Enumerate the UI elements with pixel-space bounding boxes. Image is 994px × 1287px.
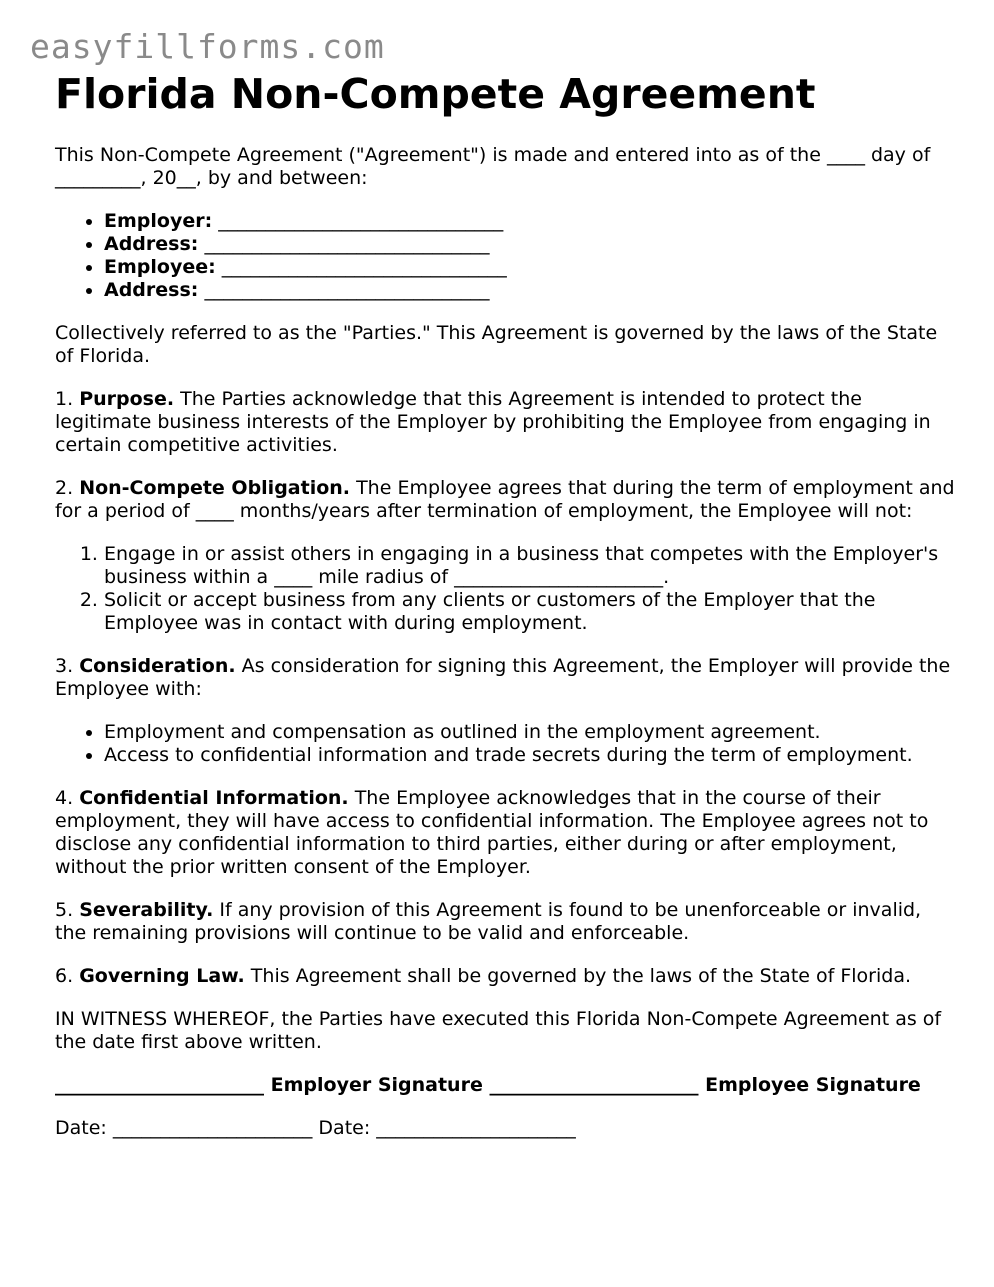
- section-text: The Parties acknowledge that this Agreement is intended to protect the legitimate business interests of the Employer by prohibiting the Employee from engaging in certain competitive activities.: [55, 388, 931, 456]
- date-label: Date:: [55, 1117, 107, 1139]
- section-number: 1.: [55, 388, 74, 410]
- document-title: Florida Non-Compete Agreement: [55, 70, 816, 118]
- watermark: easyfillforms.com: [30, 27, 385, 66]
- section-text: If any provision of this Agreement is found to be unenforceable or invalid, the remaining provisions will continue to be valid and enforceable.: [55, 899, 922, 944]
- party-label: Address:: [104, 279, 199, 301]
- signature-line: ______________________: [55, 1074, 264, 1096]
- employer-signature-label: Employer Signature: [270, 1074, 483, 1096]
- section-number: 2.: [55, 477, 74, 499]
- section-confidential: [55, 787, 955, 879]
- parties-list: [55, 210, 955, 302]
- section-number: 4.: [55, 787, 74, 809]
- fill-line: ______________________________: [218, 210, 504, 232]
- section-text: This Agreement shall be governed by the laws of the State of Florida.: [250, 965, 912, 987]
- section-severability: [55, 899, 955, 945]
- signature-line: ______________________: [489, 1074, 699, 1096]
- employee-signature-label: Employee Signature: [705, 1074, 921, 1096]
- date-block: [55, 1117, 955, 1140]
- date-line: _____________________: [112, 1117, 313, 1139]
- fill-line: ______________________________: [221, 256, 507, 278]
- date-line: _____________________: [376, 1117, 576, 1139]
- party-label: Address:: [104, 233, 199, 255]
- fill-line: ______________________________: [204, 233, 490, 255]
- section-heading: Governing Law.: [79, 965, 245, 987]
- party-label: Employer:: [104, 210, 213, 232]
- section-number: 5.: [55, 899, 74, 921]
- list-item: [104, 256, 955, 279]
- section-number: 6.: [55, 965, 74, 987]
- section-noncompete: [55, 477, 955, 523]
- section-heading: Confidential Information.: [79, 787, 349, 809]
- section-governing: [55, 965, 955, 988]
- list-item: 2. Solicit or accept business from any clients or customers of the Employer that the Employee was in contact with during employment.: [104, 589, 955, 635]
- document-body: [55, 72, 955, 1160]
- section-text: The Employee acknowledges that in the course of their employment, they will have access to confidential information. The Employee agrees not to disclose any confidential information to third parties, either during or after employment, without the prior written consent of the Employer.: [55, 787, 929, 878]
- list-item: [104, 210, 955, 233]
- intro-paragraph: This Non-Compete Agreement ("Agreement") is made and entered into as of the ____ day of _________, 20__, by and between:: [55, 144, 931, 189]
- section-heading: Consideration.: [79, 655, 236, 677]
- collective-paragraph: Collectively referred to as the "Parties." This Agreement is governed by the laws of the State of Florida.: [55, 322, 938, 367]
- list-item: • Employment and compensation as outlined in the employment agreement.: [104, 721, 955, 744]
- section-heading: Severability.: [79, 899, 214, 921]
- noncompete-list: [55, 543, 955, 635]
- section-heading: Purpose.: [79, 388, 175, 410]
- consideration-list: [55, 721, 955, 767]
- list-item: 1. Engage in or assist others in engaging in a business that competes with the Employer's business within a ____ mile radius of ______________________.: [104, 543, 955, 589]
- list-item: [104, 279, 955, 302]
- section-text: The Employee agrees that during the term of employment and for a period of ____ months/years after termination of employment, the Employee will not:: [55, 477, 955, 522]
- list-item: • Access to confidential information and trade secrets during the term of employment.: [104, 744, 955, 767]
- list-item: [104, 233, 955, 256]
- signature-block: [55, 1074, 955, 1097]
- section-text: As consideration for signing this Agreement, the Employer will provide the Employee with:: [55, 655, 951, 700]
- section-consideration: [55, 655, 955, 701]
- section-heading: Non-Compete Obligation.: [79, 477, 351, 499]
- date-label: Date:: [318, 1117, 371, 1139]
- section-number: 3.: [55, 655, 74, 677]
- section-purpose: [55, 388, 955, 457]
- fill-line: ______________________________: [204, 279, 490, 301]
- party-label: Employee:: [104, 256, 216, 278]
- witness-paragraph: IN WITNESS WHEREOF, the Parties have executed this Florida Non-Compete Agreement as of the date first above written.: [55, 1008, 942, 1053]
